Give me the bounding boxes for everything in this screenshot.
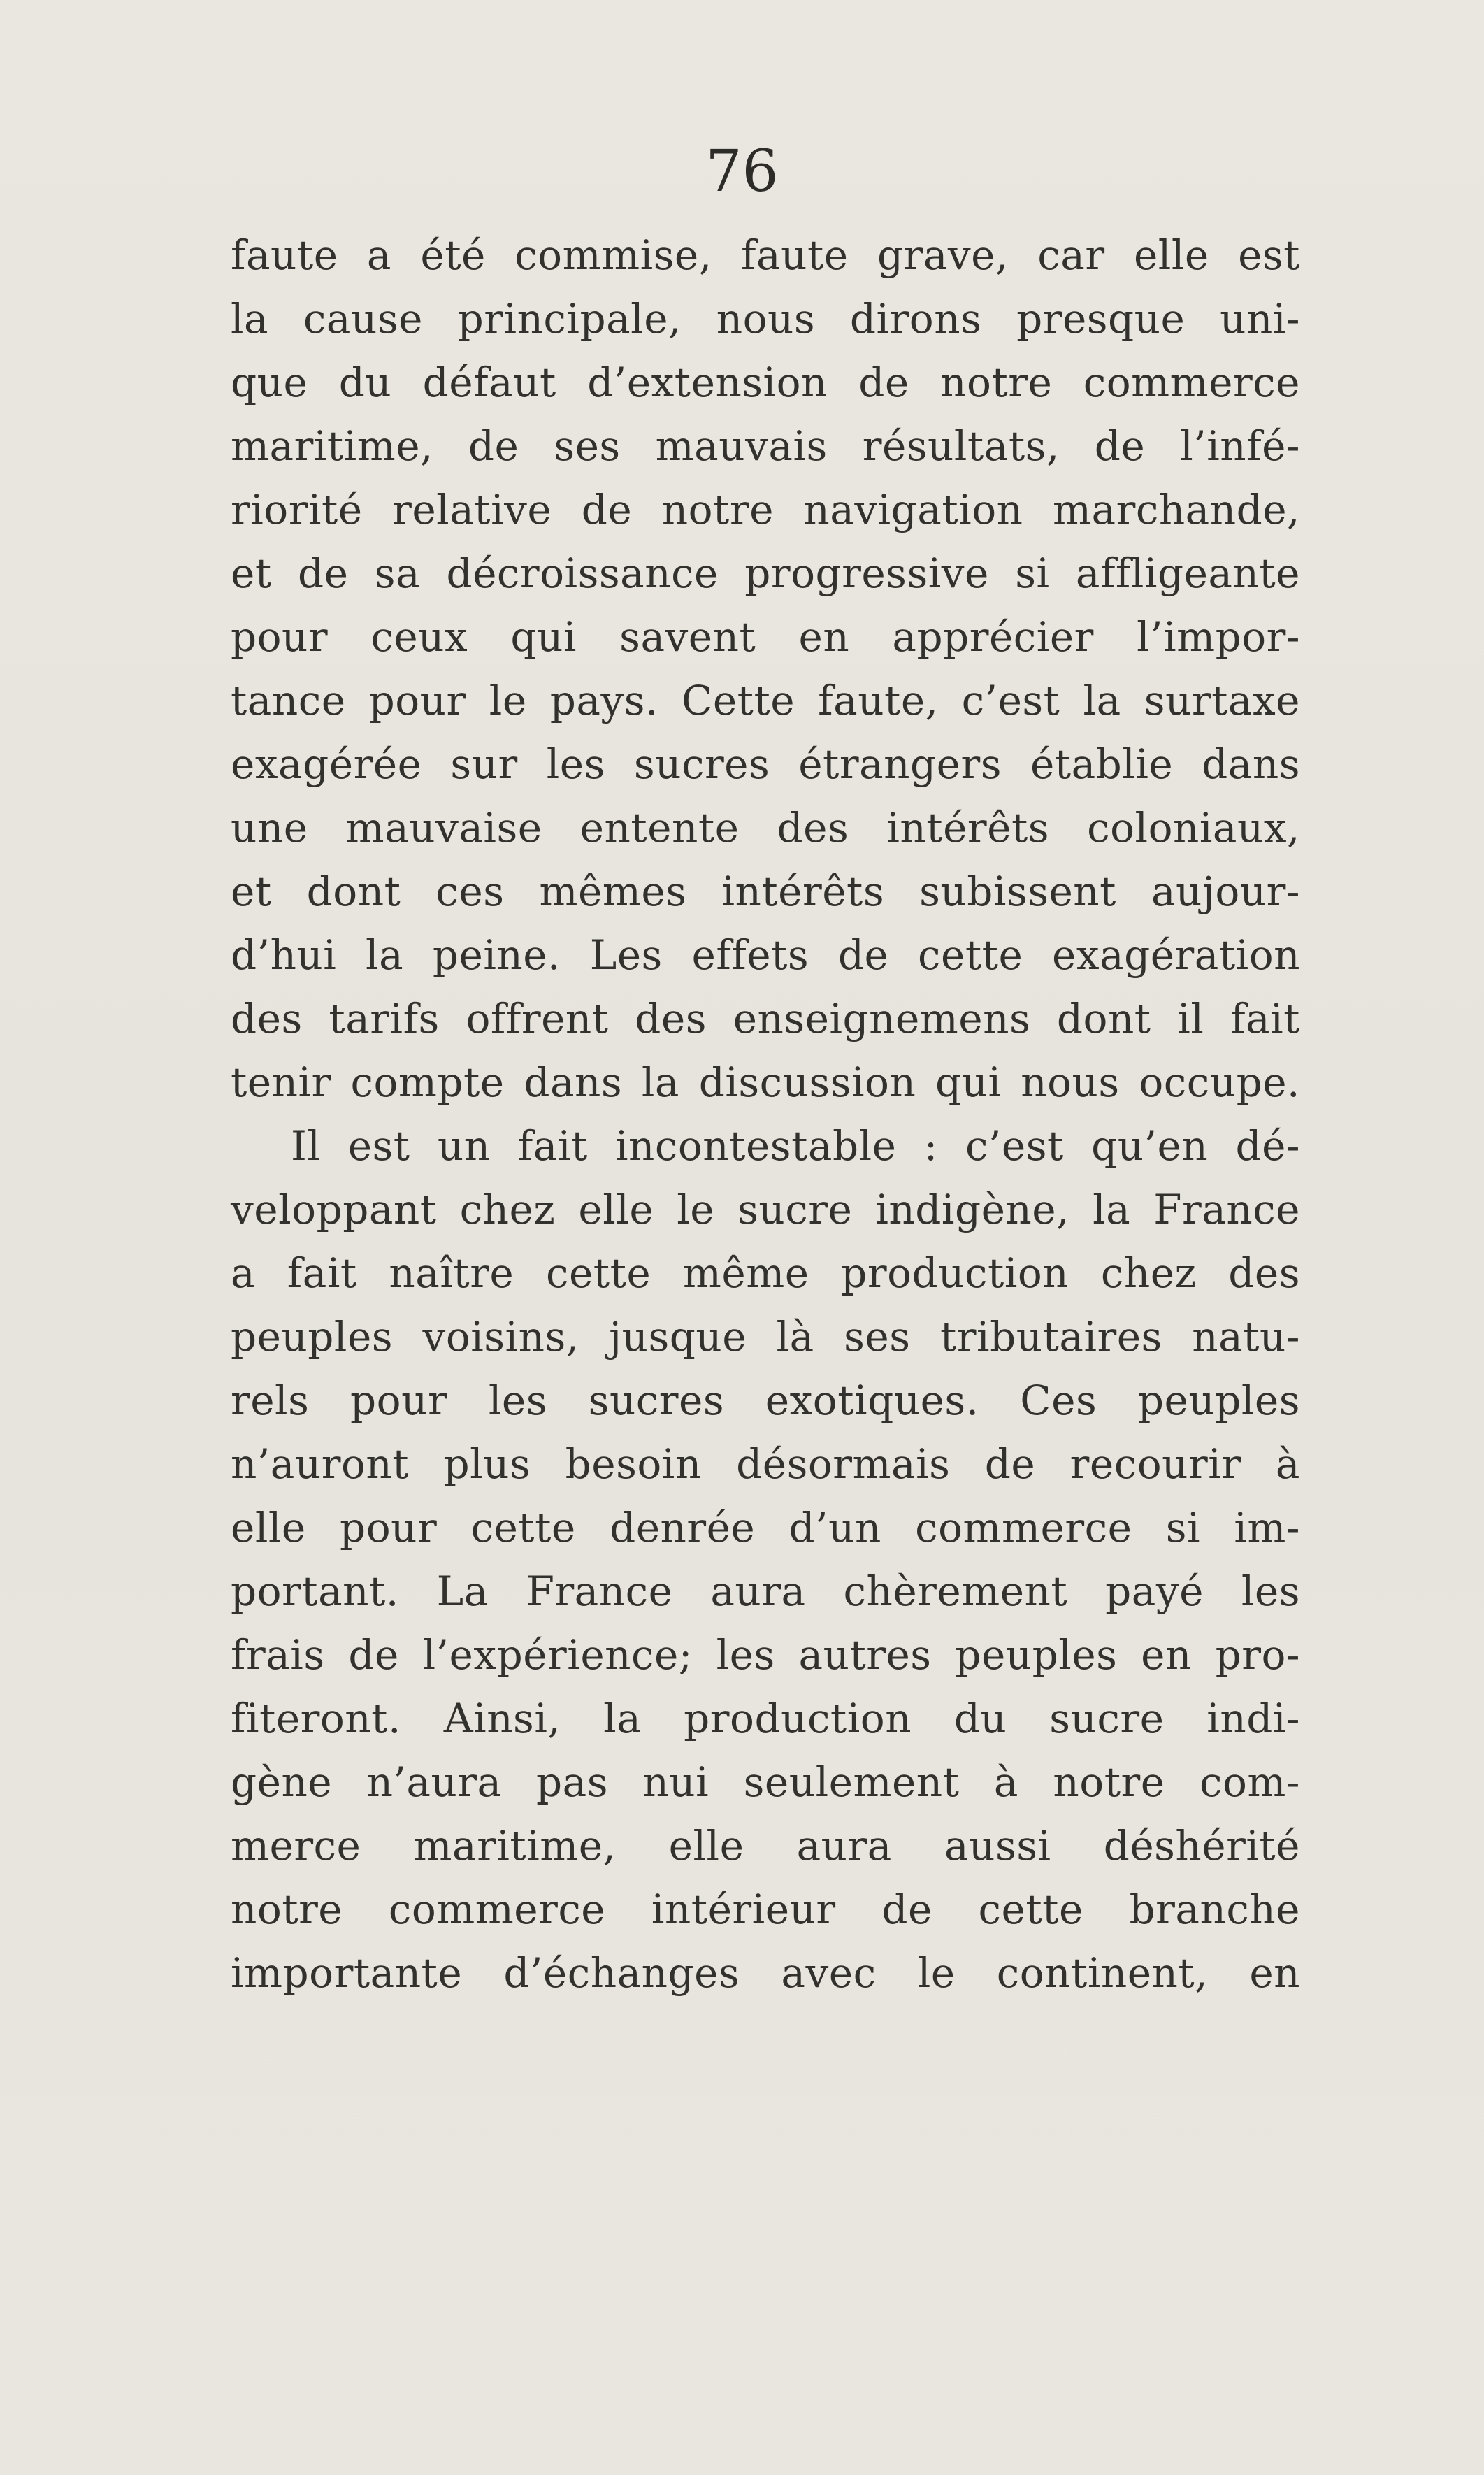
text-line: la cause principale, nous dirons presque uni- [231,295,1300,343]
text-line: et de sa décroissance progressive si affligeante [231,550,1300,597]
text-line: gène n’aura pas nui seulement à notre com- [231,1758,1300,1806]
text-line: portant. La France aura chèrement payé les [231,1568,1300,1615]
text-line: veloppant chez elle le sucre indigène, la France [231,1186,1300,1233]
paragraph-last-line: tenir compte dans la discussion qui nous occupe. [231,1059,1300,1106]
text-line: riorité relative de notre navigation marchande, [231,486,1300,533]
text-line: frais de l’expérience; les autres peuples en pro- [231,1631,1300,1679]
text-line: exagérée sur les sucres étrangers établie dans [231,740,1300,788]
text-line: notre commerce intérieur de cette branche [231,1886,1300,1933]
body-text [231,224,1300,2005]
text-line: n’auront plus besoin désormais de recourir à [231,1440,1300,1488]
text-line: et dont ces mêmes intérêts subissent aujour- [231,868,1300,915]
text-line: que du défaut d’extension de notre commerce [231,359,1300,406]
text-line: fiteront. Ainsi, la production du sucre indi- [231,1695,1300,1742]
text-line: d’hui la peine. Les effets de cette exagération [231,931,1300,979]
page-number: 76 [705,138,779,205]
text-line: importante d’échanges avec le continent, en [231,1949,1300,1997]
text-line: tance pour le pays. Cette faute, c’est la surtaxe [231,677,1300,724]
text-line: des tarifs offrent des enseignemens dont il fait [231,995,1300,1042]
text-line: une mauvaise entente des intérêts coloniaux, [231,804,1300,852]
text-line: pour ceux qui savent en apprécier l’impor- [231,613,1300,661]
text-line: rels pour les sucres exotiques. Ces peuples [231,1377,1300,1424]
paragraph-first-line: Il est un fait incontestable : c’est qu’en dé- [291,1122,1300,1170]
text-line: elle pour cette denrée d’un commerce si im- [231,1504,1300,1551]
text-line: a fait naître cette même production chez des [231,1249,1300,1297]
text-line: maritime, de ses mauvais résultats, de l’infé- [231,422,1300,470]
text-line: peuples voisins, jusque là ses tributaires natu- [231,1313,1300,1361]
text-line: faute a été commise, faute grave, car elle est [231,231,1300,279]
text-line: merce maritime, elle aura aussi déshérité [231,1822,1300,1870]
